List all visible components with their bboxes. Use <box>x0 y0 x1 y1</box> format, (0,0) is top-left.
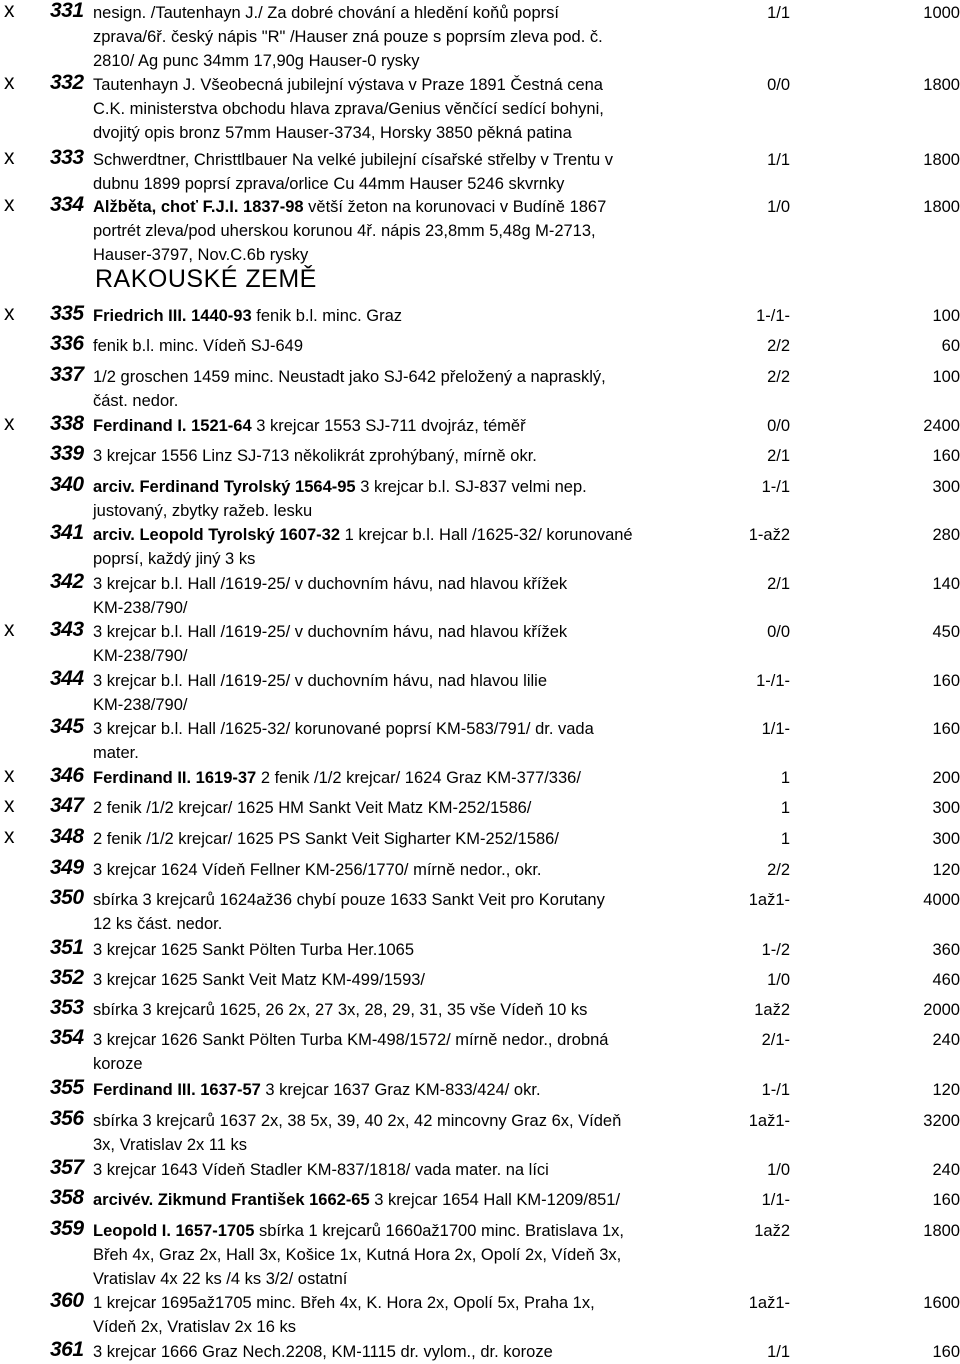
lot-grade: 1až1- <box>748 1112 790 1130</box>
lot-number: 333 <box>50 146 84 169</box>
lot-description <box>93 334 763 358</box>
description-line: KM-238/790/ <box>93 599 188 617</box>
lot-grade: 1 <box>780 769 790 787</box>
lot-mark: x <box>4 794 15 817</box>
lot-price: 360 <box>932 941 960 959</box>
lot-description <box>93 669 763 717</box>
description-line: 3 krejcar 1626 Sankt Pölten Turba KM-498/1572/ mírně nedor., drobná <box>93 1031 609 1049</box>
lot-price: 1800 <box>923 151 960 169</box>
lot-number: 356 <box>50 1107 84 1130</box>
description-line: sbírka 3 krejcarů 1637 2x, 38 5x, 39, 40 2x, 42 mincovny Graz 6x, Vídeň <box>93 1112 622 1130</box>
lot-description <box>93 796 763 820</box>
lot-description <box>93 1188 763 1212</box>
lot-price: 160 <box>932 1343 960 1361</box>
lot-grade: 1-/1- <box>756 672 790 690</box>
lot-description <box>93 1340 763 1364</box>
lot-grade: 2/1- <box>761 1031 790 1049</box>
lot-grade: 1-až2 <box>748 526 790 544</box>
description-line: 12 ks část. nedor. <box>93 915 223 933</box>
lot-price: 240 <box>932 1031 960 1049</box>
lot-description <box>93 858 763 882</box>
lot-description <box>93 717 763 765</box>
description-line: Hauser-3797, Nov.C.6b rysky <box>93 246 309 264</box>
lot-description <box>93 1078 763 1102</box>
lot-grade: 1/1- <box>761 1191 790 1209</box>
description-line: 3 krejcar 1666 Graz Nech.2208, KM-1115 dr. vylom., dr. koroze <box>93 1343 553 1361</box>
lot-description <box>93 365 763 413</box>
description-line: 3 krejcar 1625 Sankt Pölten Turba Her.1065 <box>93 941 415 959</box>
description-line: 3 krejcar b.l. Hall /1619-25/ v duchovním hávu, nad hlavou lilie <box>93 672 547 690</box>
description-line: 2 fenik /1/2 krejcar/ 1625 PS Sankt Veit Sigharter KM-252/1586/ <box>93 830 559 848</box>
lot-price: 1800 <box>923 76 960 94</box>
lot-description <box>93 73 763 145</box>
description-line: Alžběta, choť F.J.I. 1837-98 větší žeton na korunovaci v Budíně 1867 <box>93 198 607 216</box>
lot-number: 338 <box>50 412 84 435</box>
lot-description <box>93 1 763 73</box>
lot-description <box>93 938 763 962</box>
lot-number: 361 <box>50 1338 84 1361</box>
lot-number: 339 <box>50 442 84 465</box>
description-line: dvojitý opis bronz 57mm Hauser-3734, Horsky 3850 pěkná patina <box>93 124 572 142</box>
lot-description <box>93 1158 763 1182</box>
lot-grade: 1až1- <box>748 891 790 909</box>
lot-description <box>93 572 763 620</box>
lot-grade: 2/2 <box>767 861 790 879</box>
description-line: poprsí, každý jiný 3 ks <box>93 550 256 568</box>
lot-grade: 1až2 <box>754 1222 790 1240</box>
description-line: 3 krejcar b.l. Hall /1619-25/ v duchovním hávu, nad hlavou křížek <box>93 623 568 641</box>
lot-grade: 1až2 <box>754 1001 790 1019</box>
description-line: nesign. /Tautenhayn J./ Za dobré chování a hledění koňů poprsí <box>93 4 559 22</box>
lot-price: 120 <box>932 1081 960 1099</box>
description-line: KM-238/790/ <box>93 696 188 714</box>
lot-price: 120 <box>932 861 960 879</box>
lot-price: 450 <box>932 623 960 641</box>
lot-number: 342 <box>50 570 84 593</box>
lot-number: 344 <box>50 667 84 690</box>
lot-mark: x <box>4 193 15 216</box>
description-line: Leopold I. 1657-1705 sbírka 1 krejcarů 1660až1700 minc. Bratislava 1x, <box>93 1222 625 1240</box>
lot-number: 357 <box>50 1156 84 1179</box>
description-line: 3 krejcar 1624 Vídeň Fellner KM-256/1770/ mírně nedor., okr. <box>93 861 542 879</box>
ruler-name: arciv. Leopold Tyrolský 1607-32 <box>93 526 341 544</box>
lot-price: 280 <box>932 526 960 544</box>
lot-price: 460 <box>932 971 960 989</box>
lot-description <box>93 968 763 992</box>
section-heading: RAKOUSKÉ ZEMĚ <box>95 265 317 293</box>
lot-mark: x <box>4 302 15 325</box>
lot-description <box>93 1028 763 1076</box>
lot-mark: x <box>4 146 15 169</box>
lot-price: 160 <box>932 672 960 690</box>
lot-number: 335 <box>50 302 84 325</box>
lot-number: 332 <box>50 71 84 94</box>
lot-number: 360 <box>50 1289 84 1312</box>
lot-price: 60 <box>941 337 960 355</box>
lot-grade: 1/1 <box>767 1343 790 1361</box>
lot-number: 354 <box>50 1026 84 1049</box>
lot-number: 359 <box>50 1217 84 1240</box>
description-line: 3 krejcar 1625 Sankt Veit Matz KM-499/1593/ <box>93 971 426 989</box>
description-line: část. nedor. <box>93 392 179 410</box>
lot-price: 2400 <box>923 417 960 435</box>
lot-description <box>93 195 763 267</box>
lot-grade: 1/1 <box>767 151 790 169</box>
lot-mark: x <box>4 618 15 641</box>
lot-price: 100 <box>932 307 960 325</box>
description-line: 3 krejcar 1556 Linz SJ-713 několikrát zprohýbaný, mírně okr. <box>93 447 537 465</box>
description-line: Friedrich III. 1440-93 fenik b.l. minc. Graz <box>93 307 403 325</box>
description-line: 1/2 groschen 1459 minc. Neustadt jako SJ-642 přeložený a naprasklý, <box>93 368 606 386</box>
lot-number: 331 <box>50 0 84 22</box>
lot-number: 343 <box>50 618 84 641</box>
description-line: arciv. Ferdinand Tyrolský 1564-95 3 krejcar b.l. SJ-837 velmi nep. <box>93 478 587 496</box>
lot-description <box>93 148 763 196</box>
description-line: 3 krejcar b.l. Hall /1619-25/ v duchovním hávu, nad hlavou křížek <box>93 575 568 593</box>
lot-number: 352 <box>50 966 84 989</box>
description-line: arciv. Leopold Tyrolský 1607-32 1 krejcar b.l. Hall /1625-32/ korunované <box>93 526 633 544</box>
lot-grade: 2/2 <box>767 337 790 355</box>
lot-grade: 2/2 <box>767 368 790 386</box>
lot-price: 160 <box>932 1191 960 1209</box>
description-line: 2810/ Ag punc 34mm 17,90g Hauser-0 rysky <box>93 52 420 70</box>
lot-grade: 2/1 <box>767 575 790 593</box>
description-line: 3 krejcar b.l. Hall /1625-32/ korunované poprsí KM-583/791/ dr. vada <box>93 720 594 738</box>
description-line: dubnu 1899 poprsí zprava/orlice Cu 44mm Hauser 5246 skvrnky <box>93 175 565 193</box>
ruler-name: Ferdinand II. 1619-37 <box>93 769 257 787</box>
lot-number: 358 <box>50 1186 84 1209</box>
description-line: Vídeň 2x, Vratislav 2x 16 ks <box>93 1318 296 1336</box>
lot-description <box>93 304 763 328</box>
description-line: Tautenhayn J. Všeobecná jubilejní výstava v Praze 1891 Čestná cena <box>93 76 603 94</box>
description-line: arcivév. Zikmund František 1662-65 3 krejcar 1654 Hall KM-1209/851/ <box>93 1191 621 1209</box>
lot-price: 160 <box>932 447 960 465</box>
lot-number: 348 <box>50 825 84 848</box>
lot-grade: 1 <box>780 830 790 848</box>
description-line: portrét zleva/pod uherskou korunou 4ř. nápis 23,8mm 5,48g M-2713, <box>93 222 596 240</box>
lot-grade: 1/1- <box>761 720 790 738</box>
lot-mark: x <box>4 71 15 94</box>
description-line: fenik b.l. minc. Vídeň SJ-649 <box>93 337 304 355</box>
lot-description <box>93 620 763 668</box>
lot-grade: 1-/2 <box>761 941 790 959</box>
lot-description <box>93 888 763 936</box>
description-line: zprava/6ř. český nápis "R" /Hauser zná pouze s poprsím zleva pod. č. <box>93 28 603 46</box>
description-line: Břeh 4x, Graz 2x, Hall 3x, Košice 1x, Kutná Hora 2x, Opolí 2x, Vídeň 3x, <box>93 1246 622 1264</box>
lot-grade: 0/0 <box>767 76 790 94</box>
lot-price: 4000 <box>923 891 960 909</box>
lot-price: 1800 <box>923 1222 960 1240</box>
description-line: 1 krejcar 1695až1705 minc. Břeh 4x, K. Hora 2x, Opolí 5x, Praha 1x, <box>93 1294 595 1312</box>
lot-description <box>93 998 763 1022</box>
description-line: Ferdinand II. 1619-37 2 fenik /1/2 krejcar/ 1624 Graz KM-377/336/ <box>93 769 581 787</box>
lot-grade: 1-/1 <box>761 1081 790 1099</box>
lot-grade: 0/0 <box>767 417 790 435</box>
lot-price: 2000 <box>923 1001 960 1019</box>
ruler-name: Alžběta, choť F.J.I. 1837-98 <box>93 198 304 216</box>
lot-number: 350 <box>50 886 84 909</box>
ruler-name: Ferdinand I. 1521-64 <box>93 417 252 435</box>
ruler-name: Friedrich III. 1440-93 <box>93 307 252 325</box>
lot-grade: 1/0 <box>767 971 790 989</box>
lot-price: 300 <box>932 799 960 817</box>
lot-number: 340 <box>50 473 84 496</box>
lot-price: 200 <box>932 769 960 787</box>
description-line: koroze <box>93 1055 143 1073</box>
lot-grade: 2/1 <box>767 447 790 465</box>
lot-description <box>93 444 763 468</box>
description-line: KM-238/790/ <box>93 647 188 665</box>
description-line: justovaný, zbytky ražeb. lesku <box>93 502 313 520</box>
lot-price: 100 <box>932 368 960 386</box>
description-line: sbírka 3 krejcarů 1625, 26 2x, 27 3x, 28, 29, 31, 35 vše Vídeň 10 ks <box>93 1001 588 1019</box>
ruler-name: arciv. Ferdinand Tyrolský 1564-95 <box>93 478 356 496</box>
lot-number: 347 <box>50 794 84 817</box>
lot-price: 240 <box>932 1161 960 1179</box>
description-line: 2 fenik /1/2 krejcar/ 1625 HM Sankt Veit Matz KM-252/1586/ <box>93 799 532 817</box>
lot-description <box>93 766 763 790</box>
lot-mark: x <box>4 764 15 787</box>
description-line: Ferdinand I. 1521-64 3 krejcar 1553 SJ-711 dvojráz, téměř <box>93 417 526 435</box>
lot-price: 3200 <box>923 1112 960 1130</box>
lot-description <box>93 827 763 851</box>
lot-description <box>93 1219 763 1291</box>
lot-grade: 1-/1 <box>761 478 790 496</box>
lot-description <box>93 1291 763 1339</box>
description-line: mater. <box>93 744 139 762</box>
lot-description <box>93 414 763 438</box>
description-line: C.K. ministerstva obchodu hlava zprava/Genius věnčící sedící bohyni, <box>93 100 604 118</box>
lot-number: 336 <box>50 332 84 355</box>
lot-grade: 1/0 <box>767 198 790 216</box>
lot-number: 334 <box>50 193 84 216</box>
lot-number: 355 <box>50 1076 84 1099</box>
ruler-name: Leopold I. 1657-1705 <box>93 1222 255 1240</box>
description-line: 3x, Vratislav 2x 11 ks <box>93 1136 248 1154</box>
lot-description <box>93 523 763 571</box>
ruler-name: arcivév. Zikmund František 1662-65 <box>93 1191 370 1209</box>
lot-number: 351 <box>50 936 84 959</box>
lot-mark: x <box>4 825 15 848</box>
lot-description <box>93 475 763 523</box>
description-line: sbírka 3 krejcarů 1624až36 chybí pouze 1633 Sankt Veit pro Korutany <box>93 891 605 909</box>
lot-price: 140 <box>932 575 960 593</box>
lot-description <box>93 1109 763 1157</box>
lot-mark: x <box>4 412 15 435</box>
lot-grade: 1 <box>780 799 790 817</box>
lot-number: 349 <box>50 856 84 879</box>
lot-price: 1800 <box>923 198 960 216</box>
lot-price: 300 <box>932 478 960 496</box>
lot-grade: 1až1- <box>748 1294 790 1312</box>
lot-number: 337 <box>50 363 84 386</box>
lot-number: 341 <box>50 521 84 544</box>
description-line: Ferdinand III. 1637-57 3 krejcar 1637 Graz KM-833/424/ okr. <box>93 1081 541 1099</box>
lot-mark: x <box>4 0 15 22</box>
lot-grade: 0/0 <box>767 623 790 641</box>
description-line: Schwerdtner, Christtlbauer Na velké jubilejní císařské střelby v Trentu v <box>93 151 613 169</box>
ruler-name: Ferdinand III. 1637-57 <box>93 1081 261 1099</box>
lot-number: 345 <box>50 715 84 738</box>
lot-number: 353 <box>50 996 84 1019</box>
lot-price: 160 <box>932 720 960 738</box>
lot-grade: 1-/1- <box>756 307 790 325</box>
lot-grade: 1/1 <box>767 4 790 22</box>
description-line: Vratislav 4x 22 ks /4 ks 3/2/ ostatní <box>93 1270 348 1288</box>
lot-number: 346 <box>50 764 84 787</box>
lot-price: 300 <box>932 830 960 848</box>
lot-price: 1600 <box>923 1294 960 1312</box>
description-line: 3 krejcar 1643 Vídeň Stadler KM-837/1818/ vada mater. na líci <box>93 1161 549 1179</box>
lot-grade: 1/0 <box>767 1161 790 1179</box>
lot-price: 1000 <box>923 4 960 22</box>
